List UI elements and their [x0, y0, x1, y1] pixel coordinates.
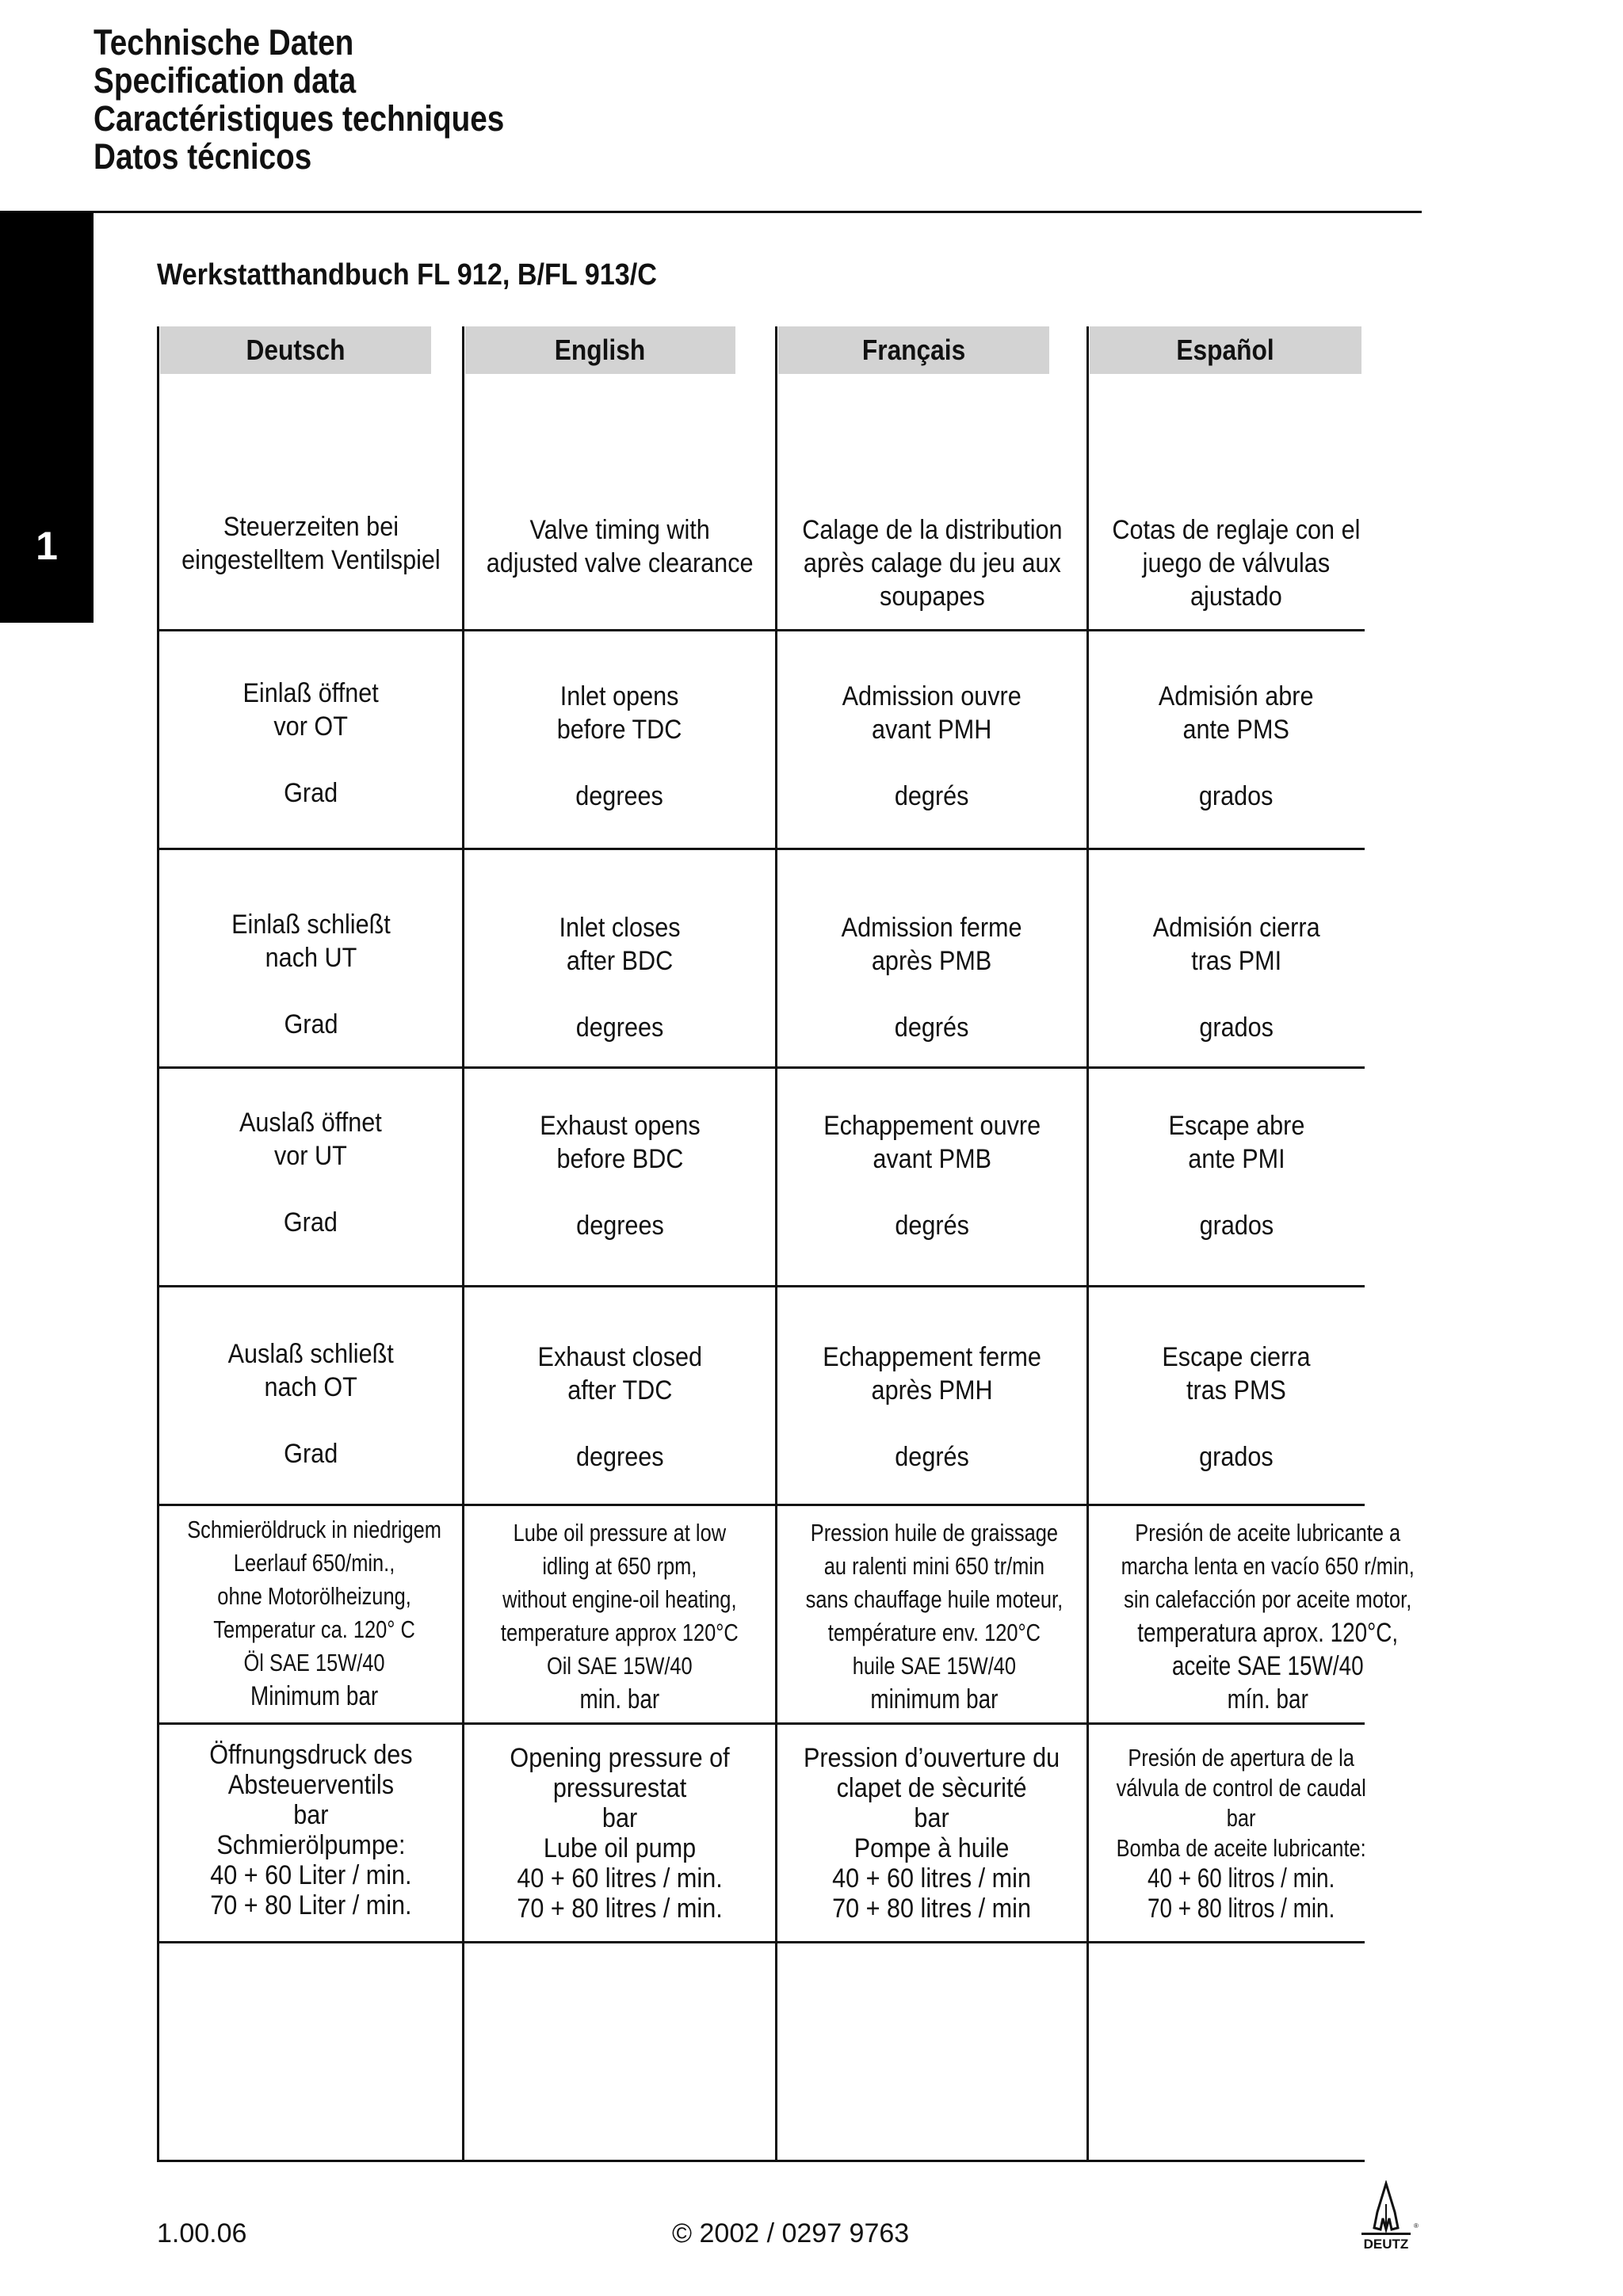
table-cell: Echappement ouvre avant PMB degrés: [823, 1111, 1041, 1241]
table-cell: Lube oil pressure at low idling at 650 rpm, without engine-oil heating, temperature approx 120°C Oil SAE 15W/40 min. bar: [501, 1519, 739, 1714]
manual-title: Werkstatthandbuch FL 912, B/FL 913/C: [157, 258, 657, 292]
table-cell: Escape abre ante PMI grados: [1168, 1111, 1304, 1241]
document-titles: [94, 24, 571, 176]
table-cell: Auslaß schließt nach OT Grad: [227, 1339, 394, 1469]
deutz-logo-icon: [1354, 2180, 1419, 2253]
row-rule: [157, 1285, 1365, 1287]
table-cell: Pression huile de graissage au ralenti mini 650 tr/min sans chauffage huile moteur, température env. 120°C huile SAE 15W/40 minimum bar: [805, 1519, 1064, 1714]
table-cell: Presión de apertura de la válvula de control de caudal bar Bomba de aceite lubricante: 40 + 60 litros / min. 70 + 80 litros / min.: [1116, 1744, 1366, 1924]
row-rule: [157, 1941, 1365, 1943]
table-cell: Admisión abre ante PMS grados: [1159, 681, 1314, 811]
title-spanish: Datos técnicos: [94, 136, 312, 177]
table-cell: Einlaß öffnet vor OT Grad: [242, 678, 379, 808]
logo-text: DEUTZ: [1363, 2237, 1409, 2252]
row-rule: [157, 629, 1365, 631]
table-cell: Valve timing with adjusted valve clearance: [486, 515, 754, 578]
table-cell: Cotas de reglaje con el juego de válvulas ajustado: [1112, 515, 1361, 612]
column-header-deutsch: Deutsch: [160, 326, 431, 374]
row-rule: [157, 1504, 1365, 1506]
row-rule: [157, 1722, 1365, 1725]
table-cell: Echappement ferme après PMH degrés: [823, 1342, 1041, 1472]
column-header-english: English: [465, 326, 735, 374]
column-header-francais: Français: [778, 326, 1049, 374]
table-cell: Öffnungsdruck des Absteuerventils bar Schmierölpumpe: 40 + 60 Liter / min. 70 + 80 Liter / min.: [208, 1740, 413, 1920]
table-cell: Admission ouvre avant PMH degrés: [842, 681, 1022, 811]
table-cell: Schmieröldruck in niedrigem Leerlauf 650/min., ohne Motorölheizung, Temperatur ca. 120° C Öl SAE 15W/40 Minimum bar: [187, 1516, 441, 1711]
column-header-espanol: Español: [1090, 326, 1361, 374]
table-cell: Admission ferme après PMB degrés: [842, 913, 1022, 1043]
table-cell: Inlet opens before TDC degrees: [557, 681, 682, 811]
header-rule: [0, 211, 1422, 213]
row-rule: [157, 1066, 1365, 1069]
table-cell: Exhaust closed after TDC degrees: [537, 1342, 702, 1472]
copyright: © 2002 / 0297 9763: [672, 2218, 910, 2248]
table-cell: Inlet closes after BDC degrees: [559, 913, 681, 1043]
chapter-number: 1: [36, 524, 58, 568]
table-cell: Presión de aceite lubricante a marcha lenta en vacío 650 r/min, sin calefacción por aceite motor, temperatura aprox. 120°C, aceite SAE 15W/40 mín. bar: [1121, 1519, 1415, 1714]
row-rule: [157, 2160, 1365, 2162]
table-cell: Pression d’ouverture du clapet de sècurité bar Pompe à huile 40 + 60 litres / min 70 + 80 litres / min: [804, 1743, 1060, 1924]
table-cell: Calage de la distribution après calage du jeu aux soupapes: [801, 515, 1063, 612]
page-number: 1.00.06: [157, 2218, 247, 2248]
table-cell: Steuerzeiten bei eingestelltem Ventilspiel: [181, 512, 441, 575]
table-cell: Exhaust opens before BDC degrees: [539, 1111, 701, 1241]
table-cell: Auslaß öffnet vor UT Grad: [239, 1108, 382, 1238]
table-cell: Admisión cierra tras PMI grados: [1152, 913, 1320, 1043]
table-cell: Opening pressure of pressurestat bar Lube oil pump 40 + 60 litres / min. 70 + 80 litres / min.: [510, 1743, 730, 1924]
title-french: Caractéristiques techniques: [94, 98, 505, 139]
table-cell: Escape cierra tras PMS grados: [1162, 1342, 1311, 1472]
svg-text:®: ®: [1414, 2222, 1419, 2229]
row-rule: [157, 848, 1365, 850]
table-cell: Einlaß schließt nach UT Grad: [231, 910, 391, 1039]
title-german: Technische Daten: [94, 22, 354, 63]
title-english: Specification data: [94, 60, 357, 101]
